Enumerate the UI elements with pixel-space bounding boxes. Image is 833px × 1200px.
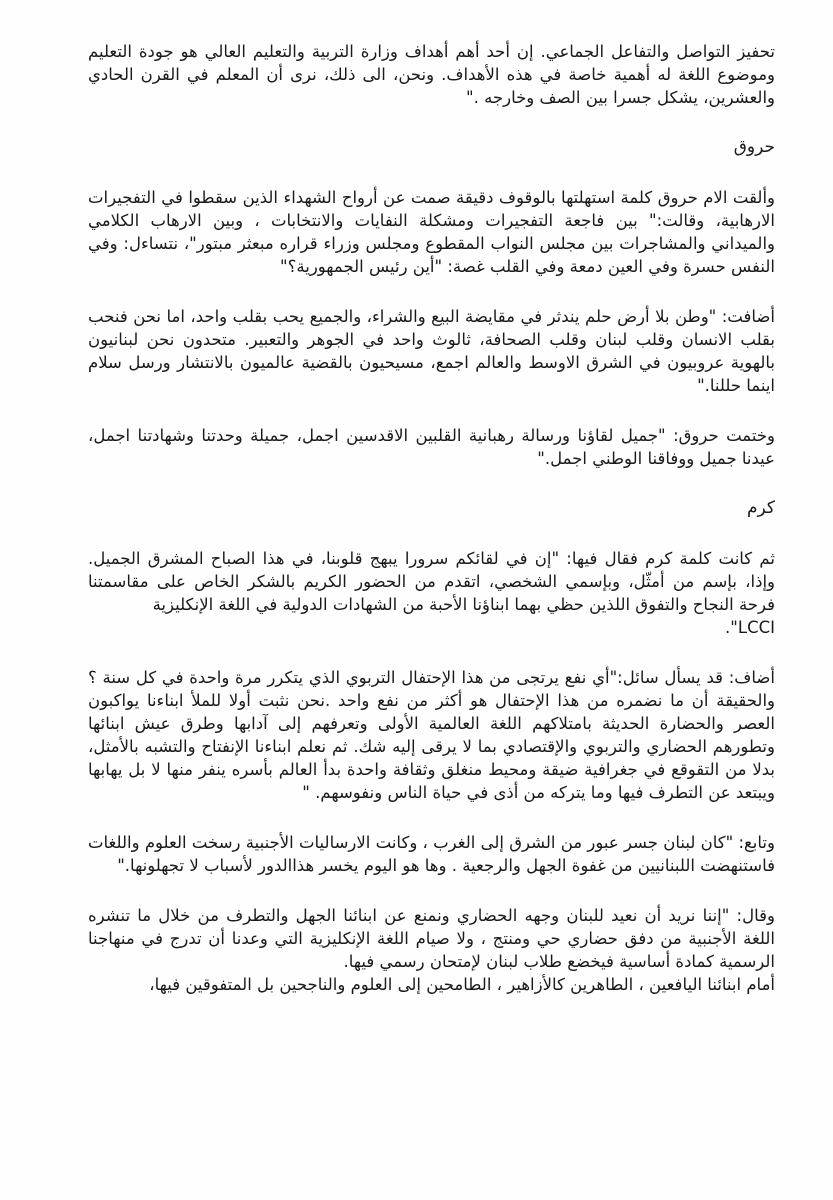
section-heading-hrouq: حروق xyxy=(733,137,775,157)
karam-added-paragraph: أضاف: قد يسأل سائل:"أي نفع يرتجى من هذا الإحتفال التربوي الذي يتكرر مرة واحدة في كل سنة ؟ والحقيقة أن ما نضمره من هذا الإحتفال هو أكثر من نفع واحد .نحن نثبت أولا للملأ ابناءنا يواكبون العصر والحضارة الحديثة بامتلاكهم اللغة العالمية الأولى وتعرفهم إلى آدابها وطرق عيش ابنائها وتطورهم الحضاري والتربوي والإقتصادي بما لا يرقى إليه شك. ثم نعلم ابناءنا الإنفتاح والتشبه بالأمثل، بدلا من التقوقع في جغرافية ضيقة ومحيط منغلق وثقافة واحدة بدأ العالم بأسره ينفر منها لا بل يهابها ويبتعد عن التطرف فيها وما يتركه من أذى في حياة الناس ونفوسهم. " xyxy=(88,668,775,802)
section-heading-karam: كرم xyxy=(747,498,775,518)
hrouq-closing-paragraph: وختمت حروق: "جميل لقاؤنا ورسالة رهبانية القلبين الاقدسين اجمل، جميلة وحدتنا وشهادتنا اجمل، عيدنا جميل ووفاقنا الوطني اجمل." xyxy=(88,426,775,468)
lcci-line: LCCI". xyxy=(725,618,775,637)
article-body xyxy=(88,40,775,996)
karam-said-paragraph: وقال: "إننا نريد أن نعيد للبنان وجهه الحضاري ونمنع عن ابنائنا الجهل والتطرف من خلال ما تنشره اللغة الأجنبية من دفق حضاري حي ومنتج ، ولا صيام اللغة الإنكليزية التي وعدنا أن تدرج في منهاجنا الرسمية كمادة أساسية فيخضع طلاب لبنان لإمتحان رسمي فيها. xyxy=(88,906,775,971)
intro-paragraph-continuation: تحفيز التواصل والتفاعل الجماعي. إن أحد أهم أهداف وزارة التربية والتعليم العالي هو جودة التعليم وموضوع اللغة له أهمية خاصة في هذه الأهداف. ونحن، الى ذلك، نرى أن المعلم في القرن الحادي والعشرين، يشكل جسرا بين الصف وخارجه ." xyxy=(88,42,775,107)
final-line: أمام ابنائنا اليافعين ، الطاهرين كالأزاهير ، الطامحين إلى العلوم والناجحين بل المتفوقين فيها، xyxy=(149,975,775,994)
karam-speech-paragraph: ثم كانت كلمة كرم فقال فيها: "إن في لقائكم سرورا يبهج قلوبنا، في هذا الصباح المشرق الجميل. وإذا، بإسم من أمثّل، وبإسمي الشخصي، اتقدم من الحضور الكريم بالشكر الخاص على مقاسمتنا فرحة النجاح والتفوق اللذين حظي بهما ابناؤنا الأحبة من الشهادات الدولية في اللغة الإنكليزية xyxy=(88,549,775,614)
karam-continued-paragraph: وتابع: "كان لبنان جسر عبور من الشرق إلى الغرب ، وكانت الارساليات الأجنبية رسخت العلوم واللغات فاستنهضت اللبنانيين من غفوة الجهل والرجعية . وها هو اليوم يخسر هذاالدور لأسباب لا تجهلونها." xyxy=(88,833,775,875)
hrouq-speech-paragraph: وألقت الام حروق كلمة استهلتها بالوقوف دقيقة صمت عن أرواح الشهداء الذين سقطوا في التفجيرات الارهابية، وقالت:" بين فاجعة التفجيرات ومشكلة النفايات والانتخابات ، وبين الارهاب الكلامي والميداني والمشاجرات بين مجلس النواب المقطوع ومجلس وزراء قراره مبعثر مبتور"، نتساءل: وفي النفس حسرة وفي العين دمعة وفي القلب غصة: "أين رئيس الجمهورية؟" xyxy=(88,188,775,276)
hrouq-added-paragraph: أضافت: "وطن بلا أرض حلم يندثر في مقايضة البيع والشراء، والجميع يحب بقلب واحد، اما نحن فنحب بقلب الانسان وقلب لبنان وقلب الصحافة، ثالوث واحد في الجوهر والتعبير. متحدون نحن لبنانيون بالهوية عروبيون في الشرق الاوسط والعالم اجمع، مسيحيون بالقضية عالميون بالانتشار ورسل سلام اينما حللنا." xyxy=(88,307,775,395)
